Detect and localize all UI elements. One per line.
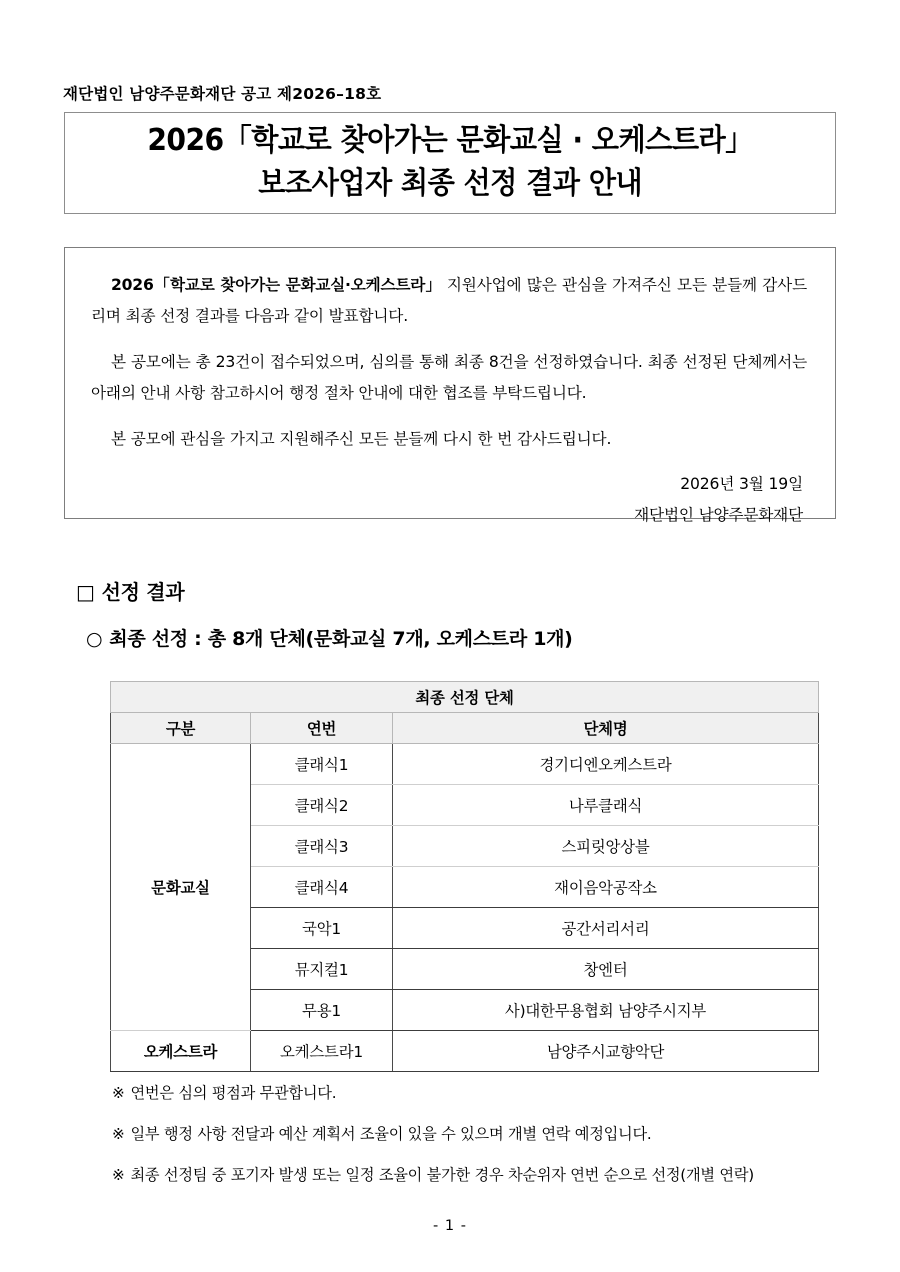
reference-mark-icon: ※ (112, 1166, 125, 1185)
row-number: 클래식2 (251, 785, 393, 826)
row-number: 무용1 (251, 990, 393, 1031)
result-table-wrapper (110, 681, 818, 1072)
title-box (64, 112, 836, 214)
reference-mark-icon: ※ (112, 1084, 125, 1102)
notice-date: 2026년 3월 19일 (680, 475, 803, 494)
row-number: 오케스트라1 (251, 1031, 393, 1072)
section-heading-selection-result (76, 576, 184, 605)
document-number: 재단법인 남양주문화재단 공고 제2026–18호 (63, 85, 382, 103)
page-number: - 1 - (433, 1218, 467, 1234)
row-organization: 스피릿앙상블 (393, 826, 819, 867)
table-row (111, 1031, 819, 1072)
table-caption: 최종 선정 단체 (111, 682, 819, 713)
row-number: 클래식4 (251, 867, 393, 908)
footnote-item (112, 1086, 842, 1101)
row-number: 국악1 (251, 908, 393, 949)
final-selection-table (110, 681, 819, 1072)
notice-paragraph-1-bold: 2026「학교로 찾아가는 문화교실·오케스트라」 (111, 276, 442, 294)
notice-paragraph-1 (91, 270, 807, 333)
footnote-text: 최종 선정팀 중 포기자 발생 또는 일정 조율이 불가한 경우 차순위자 연번 순으로 선정(개별 연락) (130, 1166, 754, 1185)
row-organization: 나루클래식 (393, 785, 819, 826)
row-organization: 공간서리서리 (393, 908, 819, 949)
group-cell-munhwagyosil: 문화교실 (111, 744, 251, 1031)
notice-box (64, 247, 836, 524)
footnote-item (112, 1168, 842, 1183)
column-header-yeonbeon: 연번 (251, 713, 393, 744)
notice-paragraph-2: 본 공모에는 총 23건이 접수되었으며, 심의를 통해 최종 8건을 선정하였습니다. 최종 선정된 단체께서는 아래의 안내 사항 참고하시어 행정 절차 안내에 대한 협조를 부탁드립니다. (91, 352, 807, 403)
reference-mark-icon: ※ (112, 1125, 125, 1144)
footnote-text: 일부 행정 사항 전달과 예산 계획서 조율이 있을 수 있으며 개별 연락 예정입니다. (130, 1125, 652, 1144)
row-organization: 사)대한무용협회 남양주시지부 (393, 990, 819, 1031)
row-number: 뮤지컬1 (251, 949, 393, 990)
row-number: 클래식1 (251, 744, 393, 785)
table-caption-row (111, 682, 819, 713)
square-bullet-icon: □ (76, 580, 95, 604)
title-line-1: 2026「학교로 찾아가는 문화교실 · 오케스트라」 (147, 123, 753, 159)
row-organization: 경기디엔오케스트라 (393, 744, 819, 785)
row-organization: 창엔터 (393, 949, 819, 990)
section-heading-final-selection (86, 624, 573, 651)
title-line-2: 보조사업자 최종 선정 결과 안내 (258, 166, 642, 201)
notice-paragraph-3: 본 공모에 관심을 가지고 지원해주신 모든 분들께 다시 한 번 감사드립니다. (111, 429, 612, 448)
section-heading-2-label: 최종 선정 : 총 8개 단체(문화교실 7개, 오케스트라 1개) (109, 628, 573, 650)
group-cell-orchestra: 오케스트라 (111, 1031, 251, 1072)
footnote-text: 연번은 심의 평점과 무관합니다. (130, 1084, 337, 1102)
table-head (111, 682, 819, 744)
notice-paragraph-1-rest: 지원사업에 많은 관심을 가져주신 모든 분들께 감사드리며 최종 선정 결과를 다음과 같이 발표합니다. (91, 276, 808, 326)
table-column-header-row (111, 713, 819, 744)
notice-issuer: 재단법인 남양주문화재단 (634, 505, 803, 524)
row-organization: 남양주시교향악단 (393, 1031, 819, 1072)
column-header-danchemyeong: 단체명 (393, 713, 819, 744)
row-organization: 재이음악공작소 (393, 867, 819, 908)
table-body (111, 744, 819, 1072)
circle-bullet-icon: ○ (86, 628, 103, 650)
section-heading-1-label: 선정 결과 (101, 580, 185, 604)
table-row (111, 744, 819, 785)
row-number: 클래식3 (251, 826, 393, 867)
footnote-item (112, 1127, 842, 1142)
footnotes (112, 1086, 842, 1210)
column-header-gubun: 구분 (111, 713, 251, 744)
